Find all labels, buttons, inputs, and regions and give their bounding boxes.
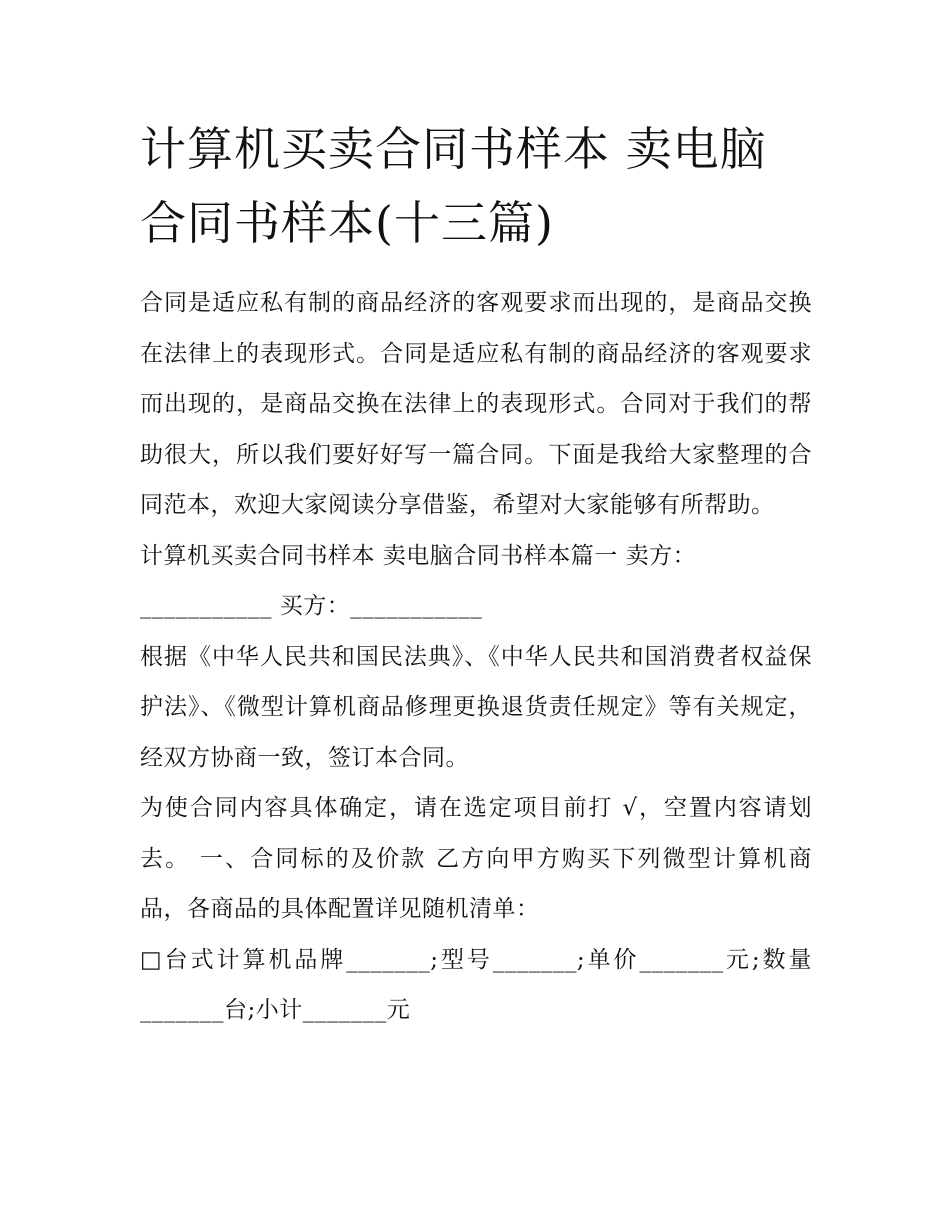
legal-basis-paragraph: 根据《中华人民共和国民法典》、《中华人民共和国消费者权益保护法》、《微型计算机商品修理更换退货责任规定》等有关规定，经双方协商一致，签订本合同。: [140, 643, 812, 771]
desktop-item-line: □台式计算机品牌_______;型号_______;单价_______元;数量_______台;小计_______元: [140, 946, 812, 1023]
section-heading-seller: 计算机买卖合同书样本 卖电脑合同书样本篇一 卖方：: [140, 542, 697, 569]
instructions-paragraph: 为使合同内容具体确定，请在选定项目前打 √，空置内容请划去。 一、合同标的及价款 乙方向甲方购买下列微型计算机商品，各商品的具体配置详见随机清单：: [140, 795, 812, 922]
document-page: [140, 112, 812, 1036]
document-title: 计算机买卖合同书样本 卖电脑合同书样本(十三篇): [140, 122, 767, 250]
buyer-line: ___________ 买方：___________: [140, 593, 483, 619]
intro-paragraph: 合同是适应私有制的商品经济的客观要求而出现的，是商品交换在法律上的表现形式。合同是适应私有制的商品经济的客观要求而出现的，是商品交换在法律上的表现形式。合同对于我们的帮助很大，所以我们要好好写一篇合同。下面是我给大家整理的合同范本，欢迎大家阅读分享借鉴，希望对大家能够有所帮助。: [140, 290, 812, 518]
